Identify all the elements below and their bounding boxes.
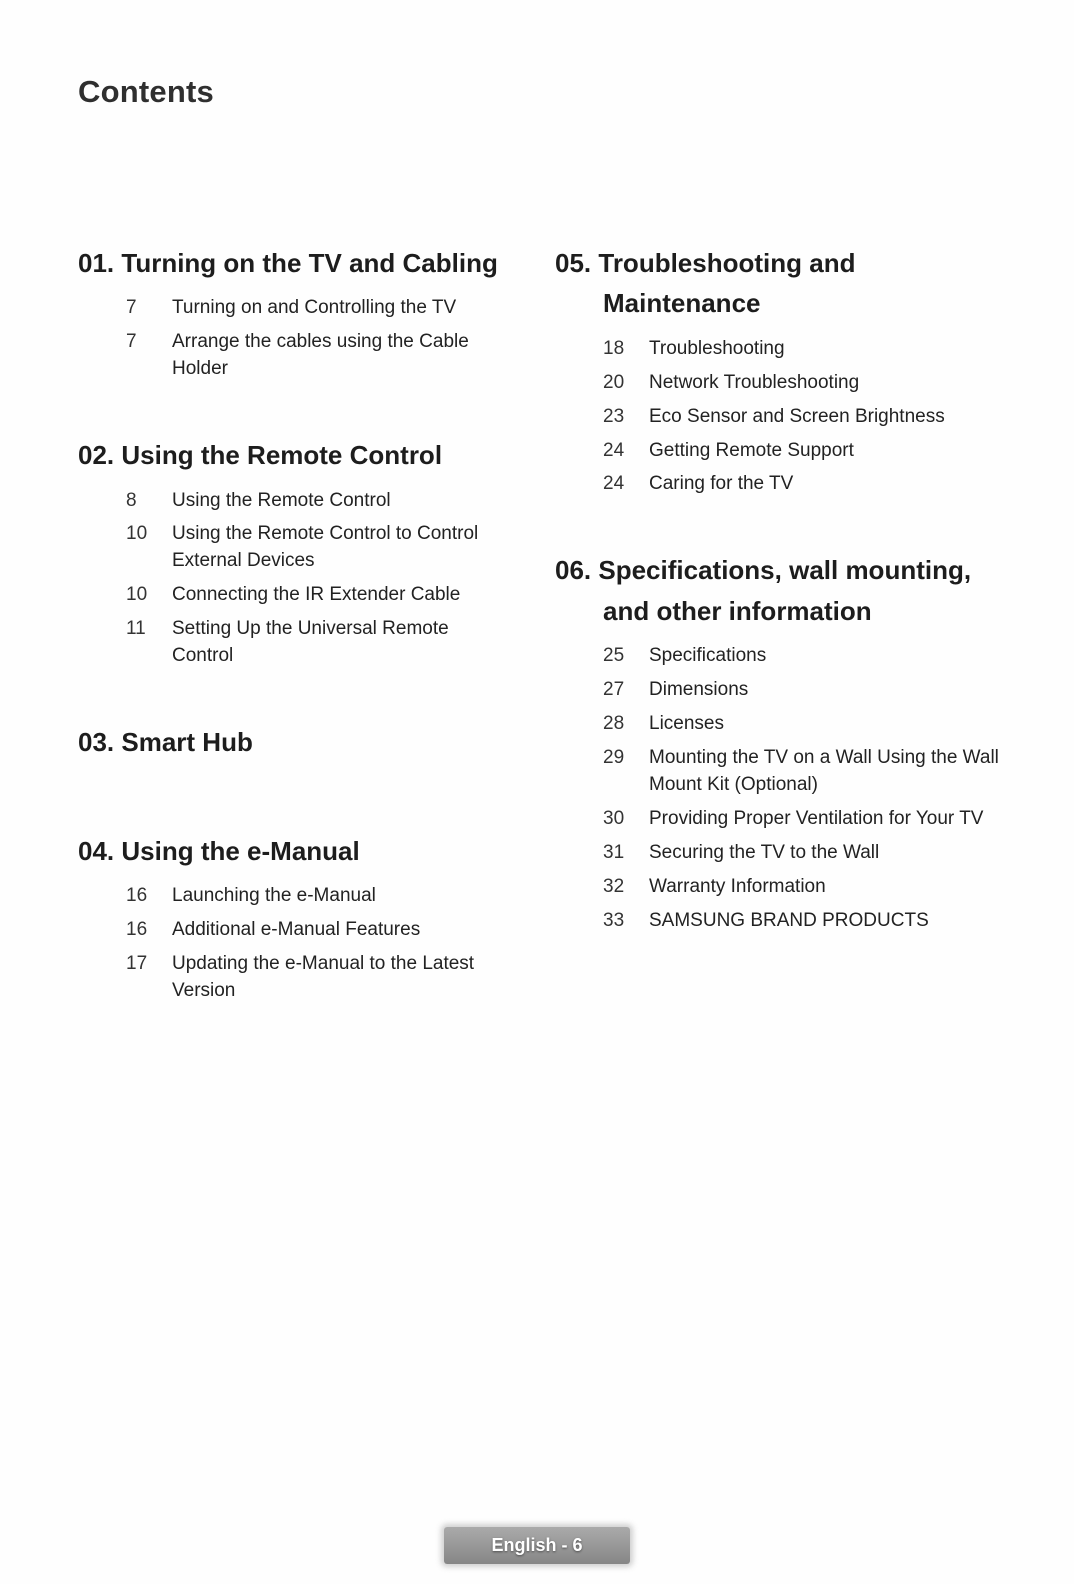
toc-item-page: 33 [603,909,625,931]
toc-item-text: Providing Proper Ventilation for Your TV [649,807,984,829]
toc-item [555,471,1005,498]
toc-item [555,438,1005,465]
toc-item [78,582,508,609]
toc-section-04 [78,831,508,1005]
toc-item-text: Troubleshooting [649,337,785,359]
toc-item-page: 25 [603,645,625,667]
toc-item-page: 28 [603,712,625,734]
toc-item-text: Specifications [649,645,767,667]
toc-item [78,521,508,575]
toc-item-page: 20 [603,371,625,393]
toc-item [555,643,1005,670]
toc-item-page: 24 [603,439,625,461]
toc-left-column [78,243,508,1057]
section-heading-04: 04. Using the e-Manual [78,835,360,866]
toc-item [555,370,1005,397]
toc-item [555,336,1005,363]
toc-item-text: Caring for the TV [649,473,794,495]
toc-item-page: 16 [126,918,148,940]
toc-item-text: Warranty Information [649,875,826,897]
toc-item-page: 11 [126,618,146,640]
toc-item-text: Network Troubleshooting [649,371,860,393]
toc-item [555,874,1005,901]
toc-item-page: 7 [126,331,137,353]
toc-item-page: 7 [126,297,137,319]
toc-item-text: Updating the e-Manual to the Latest Version [172,952,475,1001]
toc-item-page: 10 [126,584,148,606]
toc-item [555,840,1005,867]
page-title: Contents [78,74,214,109]
toc-item [555,908,1005,935]
toc-item-text: Securing the TV to the Wall [649,841,880,863]
toc-item-page: 32 [603,875,625,897]
toc-item [78,329,508,383]
section-heading-06: 06. Specifications, wall mounting, and other information [555,555,972,626]
toc-item-page: 31 [603,841,625,863]
toc-item [555,677,1005,704]
toc-item-text: Using the Remote Control [172,489,391,511]
toc-section-02 [78,435,508,670]
toc-item-page: 18 [603,337,625,359]
toc-item [555,404,1005,431]
toc-item [78,488,508,515]
toc-item-page: 24 [603,473,625,495]
section-heading-05: 05. Troubleshooting and Maintenance [555,248,856,319]
toc-item-text: Mounting the TV on a Wall Using the Wall Mount Kit (Optional) [649,746,999,795]
toc-item-page: 30 [603,807,625,829]
section-heading-02: 02. Using the Remote Control [78,440,443,471]
toc-item [555,711,1005,738]
footer-language-page-badge: English - 6 [444,1527,630,1564]
toc-item-text: Additional e-Manual Features [172,918,421,940]
toc-item-text: Turning on and Controlling the TV [172,297,457,319]
toc-item-page: 23 [603,405,625,427]
toc-item-page: 27 [603,679,625,700]
toc-item [555,745,1005,799]
toc-item-text: SAMSUNG BRAND PRODUCTS [649,909,929,931]
toc-item-text: Dimensions [649,679,749,700]
toc-item-page: 10 [126,523,148,545]
toc-item [555,806,1005,833]
toc-item [78,917,508,944]
toc-item [78,951,508,1005]
toc-item [78,616,508,670]
toc-section-01 [78,243,508,383]
toc-item-text: Setting Up the Universal Remote Control [172,618,449,667]
toc-section-03 [78,722,508,762]
section-heading-03: 03. Smart Hub [78,727,253,758]
toc-item-text: Licenses [649,712,724,734]
toc-columns [78,243,1074,1057]
toc-item-page: 16 [126,884,148,906]
toc-item-text: Arrange the cables using the Cable Holder [172,331,469,380]
toc-item-text: Eco Sensor and Screen Brightness [649,405,945,427]
toc-section-05 [555,243,1005,498]
toc-item-text: Launching the e-Manual [172,884,376,906]
toc-item-text: Using the Remote Control to Control External Devices [172,523,479,572]
toc-item [78,883,508,910]
toc-item-page: 8 [126,489,137,511]
toc-item-text: Getting Remote Support [649,439,854,461]
toc-item-text: Connecting the IR Extender Cable [172,584,461,606]
toc-section-06 [555,550,1005,934]
toc-right-column [555,243,1005,987]
toc-item [78,295,508,322]
toc-item-page: 29 [603,746,625,768]
toc-item-page: 17 [126,952,148,974]
section-heading-01: 01. Turning on the TV and Cabling [78,248,498,278]
